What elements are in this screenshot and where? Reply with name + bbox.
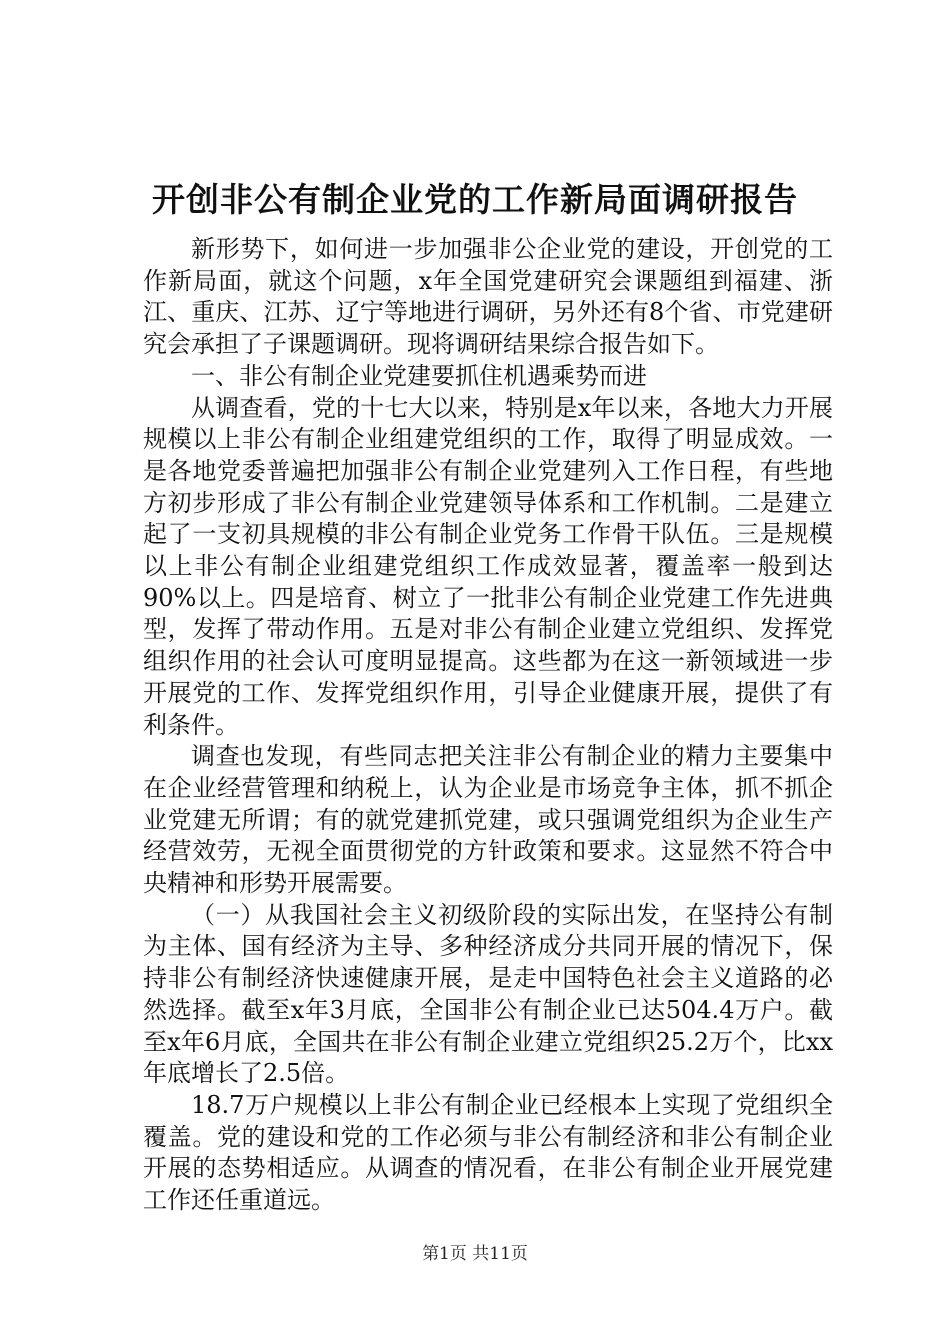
- section-heading: 一、非公有制企业党建要抓住机遇乘势而进: [191, 361, 647, 390]
- paragraph-intro: 新形势下，如何进一步加强非公企业党的建设，开创党的工作新局面，就这个问题，x年全国党建研究会课题组到福建、浙江、重庆、江苏、辽宁等地进行调研，另外还有8个省、市党建研究会承担了子课题调研。现将调研结果综合报告如下。: [143, 235, 833, 359]
- page-number-footer: 第1页 共11页: [422, 1244, 528, 1264]
- paragraph-problems: 调查也发现，有些同志把关注非公有制企业的精力主要集中在企业经营管理和纳税上，认为企业是市场竞争主体，抓不抓企业党建无所谓；有的就党建抓党建，或只强调党组织为企业生产经营效劳，无视全面贯彻党的方针政策和要求。这显然不符合中央精神和形势开展需要。: [143, 742, 833, 898]
- paragraph-survey-results: 从调查看，党的十七大以来，特别是x年以来，各地大力开展规模以上非公有制企业组建党组织的工作，取得了明显成效。一是各地党委普遍把加强非公有制企业党建列入工作日程，有些地方初步形成了非公有制企业党建领导体系和工作机制。二是建立起了一支初具规模的非公有制企业党务工作骨干队伍。三是规模以上非公有制企业组建党组织工作成效显著，覆盖率一般到达90%以上。四是培育、树立了一批非公有制企业党建工作先进典型，发挥了带动作用。五是对非公有制企业建立党组织、发挥党组织作用的社会认可度明显提高。这些都为在这一新领域进一步开展党的工作、发挥党组织作用，引导企业健康开展，提供了有利条件。: [143, 393, 833, 739]
- document-title: 开创非公有制企业党的工作新局面调研报告: [152, 180, 798, 219]
- paragraph-subsection-one: （一）从我国社会主义初级阶段的实际出发，在坚持公有制为主体、国有经济为主导、多种经济成分共同开展的情况下，保持非公有制经济快速健康开展，是走中国特色社会主义道路的必然选择。截至x年3月底，全国非公有制企业已达504.4万户。截至x年6月底，全国共在非公有制企业建立党组织25.2万个，比xx年底增长了2.5倍。: [143, 900, 833, 1088]
- document-body: [143, 234, 833, 1217]
- paragraph-coverage: 18.7万户规模以上非公有制企业已经根本上实现了党组织全覆盖。党的建设和党的工作必须与非公有制经济和非公有制企业开展的态势相适应。从调查的情况看，在非公有制企业开展党建工作还任重道远。: [143, 1090, 833, 1215]
